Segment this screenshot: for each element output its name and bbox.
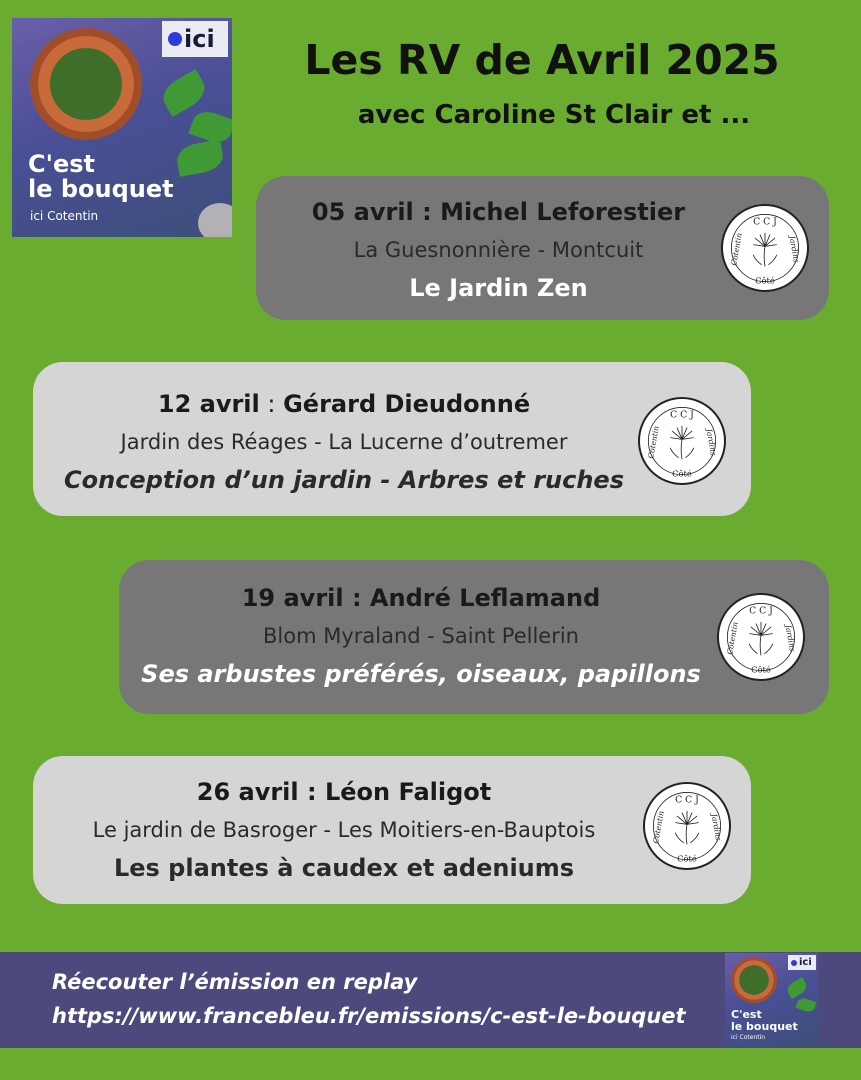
badge-right-text: Jardins	[783, 624, 798, 653]
cover-title	[731, 1009, 798, 1032]
ccj-logo	[721, 204, 809, 292]
event-card	[33, 756, 751, 904]
badge-bottom-text: Côté	[677, 853, 697, 864]
event-card	[256, 176, 829, 320]
leaf-image	[175, 139, 226, 177]
event-date: 26 avril :	[196, 778, 325, 806]
cover-title-line2: le bouquet	[731, 1019, 798, 1033]
cover-title-line2: le bouquet	[28, 175, 174, 204]
plant-pot-image	[30, 28, 142, 140]
event-date-person	[33, 778, 655, 806]
flower-icon	[670, 426, 694, 460]
page-title: Les RV de Avril 2025	[304, 36, 780, 84]
badge-right-text: Jardins	[787, 235, 802, 264]
event-place: Le jardin de Basroger - Les Moitiers-en-Bauptois	[92, 818, 596, 842]
flower-icon	[753, 233, 777, 267]
event-date-separator: :	[259, 390, 284, 418]
event-card	[119, 560, 829, 714]
plant-pot-image	[731, 957, 777, 1003]
event-date: 05 avril :	[311, 198, 441, 226]
badge-left-text: Cotentin	[646, 425, 661, 460]
event-place: La Guesnonnière - Montcuit	[353, 238, 644, 262]
badge-bottom-text: Côté	[751, 664, 771, 675]
event-person: Gérard Dieudonné	[283, 390, 531, 418]
flower-icon	[749, 622, 773, 656]
event-topic: Conception d’un jardin - Arbres et ruches	[64, 466, 624, 494]
ccj-logo	[717, 593, 805, 681]
event-date-person	[256, 198, 741, 226]
page-subtitle: avec Caroline St Clair et ...	[357, 100, 751, 130]
cover-subtitle: ici Cotentin	[30, 209, 99, 223]
badge-top-text: C C J	[749, 605, 773, 617]
badge-left-text: Cotentin	[729, 232, 744, 267]
badge-bottom-text: Côté	[755, 275, 775, 286]
cover-title-line1: C'est	[28, 150, 95, 178]
cover-title-line1: C'est	[731, 1008, 762, 1021]
ici-dot-icon	[791, 960, 797, 966]
leaf-image	[785, 977, 809, 999]
event-topic: Ses arbustes préférés, oiseaux, papillons	[141, 660, 701, 688]
replay-text: Réecouter l’émission en replay	[52, 970, 418, 994]
badge-top-text: C C J	[675, 794, 699, 806]
event-date: 12 avril	[157, 390, 260, 418]
event-place: Jardin des Réages - La Lucerne d’outremer	[120, 430, 568, 454]
ccj-logo	[638, 397, 726, 485]
event-date-person	[119, 584, 723, 612]
replay-link[interactable]: https://www.francebleu.fr/emissions/c-est-le-bouquet	[52, 1004, 686, 1028]
badge-top-text: C C J	[670, 409, 694, 421]
podcast-cover	[12, 18, 232, 237]
event-person: Michel Leforestier	[440, 198, 686, 226]
badge-right-text: Jardins	[709, 813, 724, 842]
ici-dot-icon	[168, 32, 182, 46]
badge-top-text: C C J	[753, 216, 777, 228]
event-person: Léon Faligot	[324, 778, 492, 806]
ici-logo-text: ici	[184, 25, 215, 53]
cover-subtitle: ici Cotentin	[731, 1034, 766, 1041]
flower-icon	[675, 811, 699, 845]
ici-logo-text: ici	[799, 957, 812, 968]
event-place: Blom Myraland - Saint Pellerin	[263, 624, 579, 648]
event-date-person	[33, 390, 655, 418]
event-topic: Les plantes à caudex et adeniums	[113, 854, 575, 882]
ccj-logo	[643, 782, 731, 870]
cover-title	[28, 152, 174, 202]
leaf-image	[795, 996, 816, 1013]
event-card	[33, 362, 751, 516]
badge-left-text: Cotentin	[725, 621, 740, 656]
event-date: 19 avril :	[241, 584, 370, 612]
event-person: André Leflamand	[369, 584, 601, 612]
podcast-cover-small	[725, 953, 818, 1046]
ici-logo	[788, 955, 816, 970]
ici-logo	[162, 21, 228, 57]
badge-left-text: Cotentin	[651, 810, 666, 845]
stone-image	[198, 203, 232, 237]
badge-right-text: Jardins	[704, 428, 719, 457]
event-topic: Le Jardin Zen	[409, 274, 588, 302]
badge-bottom-text: Côté	[672, 468, 692, 479]
leaf-image	[157, 69, 210, 117]
